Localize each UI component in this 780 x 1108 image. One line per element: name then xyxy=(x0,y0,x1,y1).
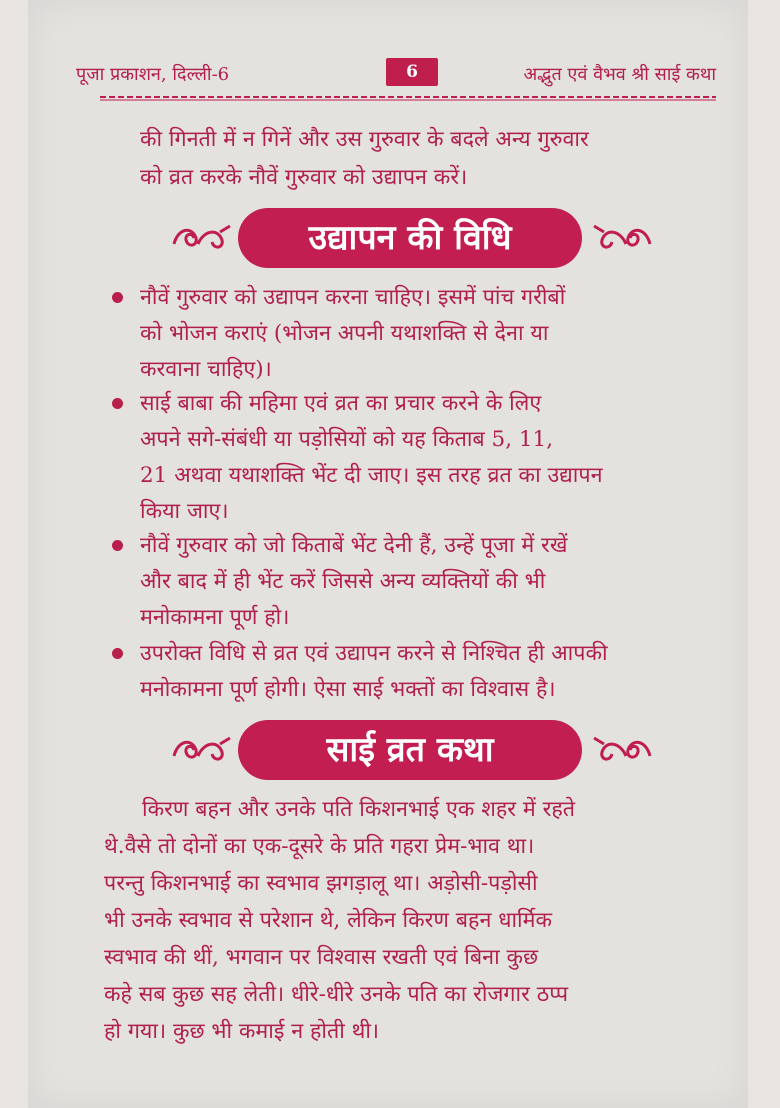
story-line: स्वभाव की थीं, भगवान पर विश्वास रखती एवं बिना कुछ xyxy=(104,945,539,970)
bullet-line: साई बाबा की महिमा एवं व्रत का प्रचार करने के लिए xyxy=(140,391,542,416)
bullet-line: और बाद में ही भेंट करें जिससे अन्य व्यक्तियों की भी xyxy=(140,569,546,594)
bullet-line: मनोकामना पूर्ण होगी। ऐसा साई भक्तों का विश्वास है। xyxy=(140,677,556,702)
section-heading-vrat-katha xyxy=(170,720,670,784)
intro-line: की गिनती में न गिनें और उस गुरुवार के बदले अन्य गुरुवार xyxy=(140,127,589,152)
bullet-dot xyxy=(112,292,123,303)
running-header xyxy=(76,58,716,90)
bullet-line: करवाना चाहिए)। xyxy=(140,357,272,382)
story-line: हो गया। कुछ भी कमाई न होती थी। xyxy=(104,1019,380,1044)
publisher-name: पूजा प्रकाशन, दिल्ली-6 xyxy=(76,64,230,85)
section-heading-text: साई व्रत कथा xyxy=(238,720,582,780)
left-flourish-icon xyxy=(170,730,232,770)
section-heading-udyapan xyxy=(170,208,670,272)
story-line: कहे सब कुछ सह लेती। धीरे-धीरे उनके पति का रोजगार ठप्प xyxy=(104,982,569,1007)
right-flourish-icon xyxy=(592,730,654,770)
bullet-dot xyxy=(112,648,123,659)
header-divider xyxy=(100,93,716,101)
bullet-line: 21 अथवा यथाशक्ति भेंट दी जाए। इस तरह व्रत का उद्यापन xyxy=(140,463,603,488)
page-number-badge: 6 xyxy=(386,58,438,86)
section-heading-text: उद्यापन की विधि xyxy=(238,208,582,268)
bullet-dot xyxy=(112,540,123,551)
bullet-line: उपरोक्त विधि से व्रत एवं उद्यापन करने से निश्चित ही आपकी xyxy=(140,641,608,666)
intro-line: को व्रत करके नौवें गुरुवार को उद्यापन करें। xyxy=(140,165,468,190)
story-line: किरण बहन और उनके पति किशनभाई एक शहर में रहते xyxy=(142,797,576,822)
bullet-line: नौवें गुरुवार को जो किताबें भेंट देनी हैं, उन्हें पूजा में रखें xyxy=(140,533,568,558)
bullet-line: नौवें गुरुवार को उद्यापन करना चाहिए। इसमें पांच गरीबों xyxy=(140,285,566,310)
story-line: भी उनके स्वभाव से परेशान थे, लेकिन किरण बहन धार्मिक xyxy=(104,908,552,933)
bullet-line: को भोजन कराएं (भोजन अपनी यथाशक्ति से देना या xyxy=(140,321,549,346)
story-line: थे.वैसे तो दोनों का एक-दूसरे के प्रति गहरा प्रेम-भाव था। xyxy=(104,834,535,859)
bullet-dot xyxy=(112,398,123,409)
story-line: परन्तु किशनभाई का स्वभाव झगड़ालू था। अड़ोसी-पड़ोसी xyxy=(104,871,538,896)
left-flourish-icon xyxy=(170,218,232,258)
bullet-line: मनोकामना पूर्ण हो। xyxy=(140,605,290,630)
bullet-line: अपने सगे-संबंधी या पड़ोसियों को यह किताब 5, 11, xyxy=(140,427,554,452)
book-title: अद्भुत एवं वैभव श्री साई कथा xyxy=(523,64,716,85)
bullet-line: किया जाए। xyxy=(140,499,229,524)
right-flourish-icon xyxy=(592,218,654,258)
